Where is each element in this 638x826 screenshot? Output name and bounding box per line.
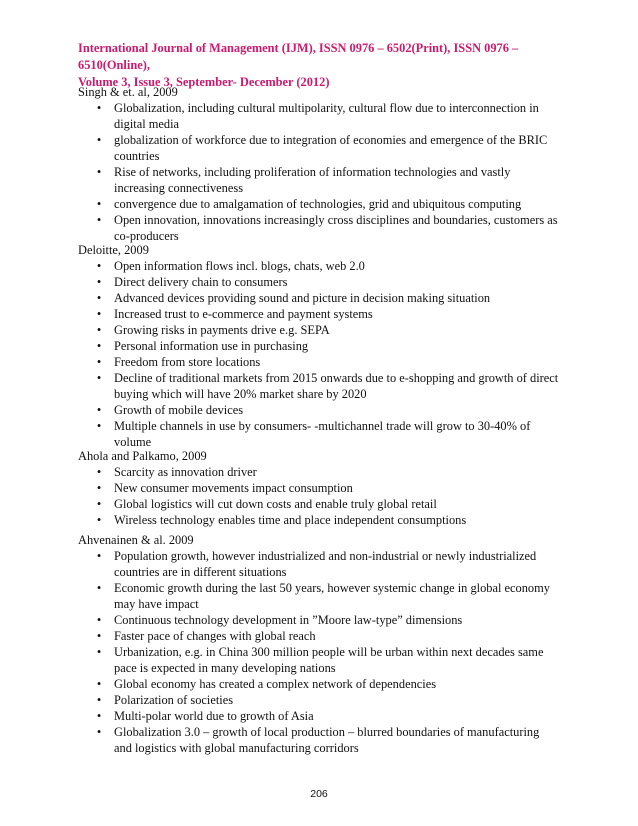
list-item-text: digital media [114,117,180,131]
list-item [78,676,578,692]
list-item-text: Wireless technology enables time and place independent consumptions [114,513,467,527]
bullet-icon: • [96,213,102,227]
list-item-text: Multi-polar world due to growth of Asia [114,709,314,723]
bullet-icon: • [96,725,102,739]
list-item [78,290,578,306]
list-item [78,196,578,212]
list-item-text: co-producers [114,229,179,243]
section-title: Ahola and Palkamo, 2009 [78,449,207,463]
bullet-list [78,464,578,528]
list-item [78,132,578,164]
bullet-icon: • [96,581,102,595]
list-item [78,212,578,244]
bullet-icon: • [96,371,102,385]
list-item [78,100,578,132]
list-item [78,644,578,676]
list-item [78,724,578,756]
list-item-text: Growing risks in payments drive e.g. SEPA [114,323,330,337]
bullet-icon: • [96,165,102,179]
list-item-text: buying which will have 20% market share by 2020 [114,387,367,401]
list-item [78,548,578,580]
bullet-list [78,258,578,450]
bullet-icon: • [96,709,102,723]
bullet-icon: • [96,481,102,495]
list-item-text: Increased trust to e-commerce and payment systems [114,307,373,321]
list-item [78,480,578,496]
bullet-list [78,100,578,244]
list-item [78,496,578,512]
list-item-text: Advanced devices providing sound and picture in decision making situation [114,291,491,305]
list-item [78,354,578,370]
bullet-icon: • [96,307,102,321]
list-item-text: may have impact [114,597,199,611]
list-item-text: countries [114,149,160,163]
list-item-text: globalization of workforce due to integration of economies and emergence of the BRIC [114,133,548,147]
list-item-text: Decline of traditional markets from 2015 onwards due to e-shopping and growth of direct [114,371,559,385]
bullet-icon: • [96,497,102,511]
list-item-text: Multiple channels in use by consumers- -multichannel trade will grow to 30-40% of [114,419,531,433]
section-title: Singh & et. al, 2009 [78,85,178,99]
list-item-text: New consumer movements impact consumption [114,481,353,495]
list-item-text: Polarization of societies [114,693,234,707]
list-item-text: Growth of mobile devices [114,403,244,417]
bullet-icon: • [96,465,102,479]
bullet-list [78,548,578,756]
bullet-icon: • [96,133,102,147]
list-item-text: convergence due to amalgamation of technologies, grid and ubiquitous computing [114,197,522,211]
bullet-icon: • [96,677,102,691]
list-item [78,692,578,708]
section-singh [78,84,578,244]
list-item-text: Continuous technology development in ”Moore law-type” dimensions [114,613,463,627]
list-item [78,338,578,354]
bullet-icon: • [96,291,102,305]
bullet-icon: • [96,355,102,369]
list-item [78,274,578,290]
list-item [78,164,578,196]
list-item-text: Global logistics will cut down costs and enable truly global retail [114,497,437,511]
list-item-text: pace is expected in many developing nations [114,661,336,675]
list-item-text: Economic growth during the last 50 years, however systemic change in global economy [114,581,550,595]
list-item [78,418,578,450]
list-item-text: Direct delivery chain to consumers [114,275,288,289]
bullet-icon: • [96,549,102,563]
list-item-text: and logistics with global manufacturing corridors [114,741,359,755]
list-item-text: Faster pace of changes with global reach [114,629,316,643]
list-item-text: Scarcity as innovation driver [114,465,257,479]
list-item [78,370,578,402]
list-item-text: Personal information use in purchasing [114,339,309,353]
bullet-icon: • [96,259,102,273]
list-item [78,464,578,480]
list-item-text: Rise of networks, including proliferation of information technologies and vastly [114,165,511,179]
list-item [78,512,578,528]
section-ahvenainen [78,532,578,756]
list-item [78,628,578,644]
list-item-text: Urbanization, e.g. in China 300 million people will be urban within next decades same [114,645,544,659]
page-number: 206 [310,788,328,800]
section-title: Ahvenainen & al. 2009 [78,533,194,547]
bullet-icon: • [96,197,102,211]
list-item [78,402,578,418]
bullet-icon: • [96,323,102,337]
list-item [78,258,578,274]
list-item-text: Open information flows incl. blogs, chats, web 2.0 [114,259,365,273]
bullet-icon: • [96,613,102,627]
list-item-text: increasing connectiveness [114,181,244,195]
bullet-icon: • [96,275,102,289]
list-item-text: Population growth, however industrialized and non-industrial or newly industrialized [114,549,537,563]
bullet-icon: • [96,629,102,643]
list-item [78,708,578,724]
list-item-text: Freedom from store locations [114,355,261,369]
section-title: Deloitte, 2009 [78,243,149,257]
bullet-icon: • [96,403,102,417]
list-item-text: countries are in different situations [114,565,287,579]
section-ahola-palkamo [78,448,578,528]
list-item-text: Globalization 3.0 – growth of local production – blurred boundaries of manufacturing [114,725,540,739]
journal-header-line-2: Volume 3, Issue 3, September- December (2012) [78,75,330,89]
list-item [78,580,578,612]
bullet-icon: • [96,513,102,527]
list-item [78,322,578,338]
section-deloitte [78,242,578,450]
bullet-icon: • [96,101,102,115]
list-item [78,612,578,628]
bullet-icon: • [96,419,102,433]
list-item-text: volume [114,435,152,449]
list-item-text: Globalization, including cultural multipolarity, cultural flow due to interconnection in [114,101,539,115]
bullet-icon: • [96,693,102,707]
journal-header-line-1: International Journal of Management (IJM), ISSN 0976 – 6502(Print), ISSN 0976 – 6510(Online), [78,41,519,72]
list-item-text: Open innovation, innovations increasingly cross disciplines and boundaries, customers as [114,213,558,227]
list-item-text: Global economy has created a complex network of dependencies [114,677,437,691]
list-item [78,306,578,322]
bullet-icon: • [96,645,102,659]
bullet-icon: • [96,339,102,353]
